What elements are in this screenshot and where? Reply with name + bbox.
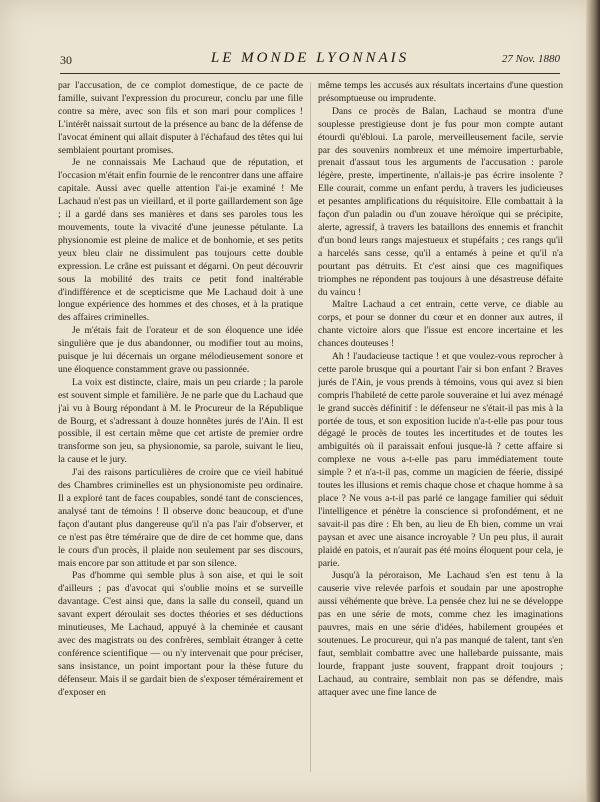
paragraph: Dans ce procès de Balan, Lachaud se montra d'une souplesse prestigieuse dont je fus pour mon compte autant étourdi qu'ébloui. La parole, merveilleusement facile, servie par des souvenirs nombreux et une mémoire imperturbable, prenait d'assaut tous les arguments de l'accusation : parole légère, preste, impertinente, n'allais-je pas écrire insolente ? Elle courait, comme un enfant perdu, à travers les judicieuses et pesantes amplifications du réquisitoire. Elle combattait à la façon d'un paladin ou d'un zouave héroïque qui se précipite, alerte, agressif, à travers les bataillons des ennemis et franchit d'un bond leurs rangs majestueux et stupéfaits ; ces rangs qu'il a harcelés sans cesse, qu'il a entamés à peine et qu'il n'a pourtant pas détruits. Et c'est ainsi que ces magnifiques triomphes ne répondent pas toujours à une désastreuse défaite du vaincu ! [318,105,563,298]
journal-title: LE MONDE LYONNAIS [210,50,410,66]
paragraph: par l'accusation, de ce complot domestique, de ce pacte de famille, suivant l'expression du procureur, conclu par une fille contre sa mère, avec son fils et son mari pour complices ! L'intérêt naissait surtout de la présence au banc de la défense de l'avocat éminent qui allait disputer à l'échafaud des têtes qui lui semblaient pourtant promises. [58,80,303,156]
binding-edge [586,0,600,802]
header-rule [60,73,560,74]
issue-date: 27 Nov. 1880 [501,53,560,65]
left-column [58,80,303,775]
page-number: 30 [60,53,72,67]
paragraph: Ah ! l'audacieuse tactique ! et que voulez-vous reprocher à cette parole brusque qui a pourtant l'air si bon enfant ? Braves jurés de l'Ain, je vous prends à témoins, vous qui avez si bien compris l'habileté de cette parole souveraine et lui avez ménagé le grand succès définitif : le défenseur ne s'était-il pas mis à la portée de tous, et son exposition lucide n'a-t-elle pas pour tous dégagé le procès de toutes les incertitudes et de toutes les ambiguïtés où il paraissait enfoui jusque-là ? cette affaire si complexe ne vous a-t-elle pas paru immédiatement toute simple ? et n'a-t-il pas, comme un magicien de féerie, dissipé toutes les illusions et remis chaque chose et chaque homme à sa place ? Ne vous a-t-il pas parlé ce langage familier qui séduit l'intelligence et pénètre la conscience si profondément, et ne savait-il pas dire : Eh ben, au lieu de Eh bien, comme un vrai paysan et avec une aisance incroyable ? Un peu plus, il aurait plaidé en patois, et n'aurait pas été moins éloquent pour cela, je parie. [318,351,563,569]
paragraph: Jusqu'à la péroraison, Me Lachaud s'en est tenu à la causerie vive relevée parfois et soudain par une apostrophe aussi véhémente que brève. La pensée chez lui ne se développe pas en une série de mots, comme chez les imaginations pauvres, mais en une série d'idées, habilement groupées et soutenues. Le procureur, qui n'a pas manqué de talent, tant s'en faut, semblait combattre avec une hallebarde puissante, mais lourde, frappant juste souvent, frappant droit toujours ; Lachaud, au contraire, semblait non pas se défendre, mais attaquer avec une fine lance de [318,570,563,698]
paragraph: même temps les accusés aux résultats incertains d'une question présomptueuse ou imprudente. [318,80,563,104]
column-divider [310,82,311,772]
page-header [60,50,560,72]
paragraph: Je m'étais fait de l'orateur et de son éloquence une idée singulière que je dus abandonner, ou modifier tout au moins, puisque je lui décernais un organe mélodieusement sonore et une éloquence constamment grave ou passionnée. [58,325,303,375]
paragraph: Pas d'homme qui semble plus à son aise, et qui le soit d'ailleurs ; pas d'avocat qui s'oublie moins et se surveille davantage. C'est ainsi que, dans la salle du conseil, quand un savant expert déroulait ses doctes théories et ses déductions minutieuses, Me Lachaud, appuyé à la cheminée et causant avec des magistrats ou des confrères, semblait étranger à cette conférence scientifique — ou n'y intervenait que pour préciser, sans insistance, un point important pour la thèse future du défenseur. Mais il se gardait bien de s'exposer témérairement et d'exposer en [58,570,303,698]
paragraph: Maître Lachaud a cet entrain, cette verve, ce diable au corps, et pour se donner du cœur et en donner aux autres, il chante victoire alors que l'issue est encore incertaine et les chances douteuses ! [318,299,563,350]
paragraph: J'ai des raisons particulières de croire que ce vieil habitué des Chambres criminelles est un physionomiste peu ordinaire. Il a exploré tant de faces coupables, sondé tant de consciences, analysé tant de témoins ! Il observe donc beaucoup, et d'une façon d'autant plus dangereuse qu'il n'a pas l'air d'observer, et ce n'est pas être téméraire que de dire de cet homme que, dans le cours d'un procès, il plaide non seulement par ses discours, mais encore par son attitude et par son silence. [58,467,303,569]
paragraph: La voix est distincte, claire, mais un peu criarde ; la parole est souvent simple et familière. Je ne parle que du Lachaud que j'ai vu à Bourg répondant à M. le Procureur de la République de Bourg, et s'adressant à douze honnêtes jurés de l'Ain. Il est possible, il est certain même que cet artiste de premier ordre transforme son jeu, sa physionomie, sa parole, suivant le lieu, la cause et le jury. [58,376,303,466]
right-column [318,80,563,775]
paragraph: Je ne connaissais Me Lachaud que de réputation, et l'occasion m'était enfin fournie de le rencontrer dans une affaire capitale. Aussi avec quelle attention l'ai-je examiné ! Me Lachaud n'est pas un vieillard, et il porte gaillardement son âge ; il a gardé dans ses manières et dans ses paroles tous les mouvements, toute la vivacité d'une jeunesse pétulante. La physionomie est pleine de malice et de bonhomie, et ses petits yeux bleu clair ne dissimulent pas toujours cette double expression. Le crâne est puissant et dégarni. On peut découvrir sous la mobilité des traits ce petit fond inaltérable d'indifférence et de scepticisme que Me Lachaud doit à une longue expérience des hommes et des choses, et à la pratique des affaires criminelles. [58,157,303,324]
